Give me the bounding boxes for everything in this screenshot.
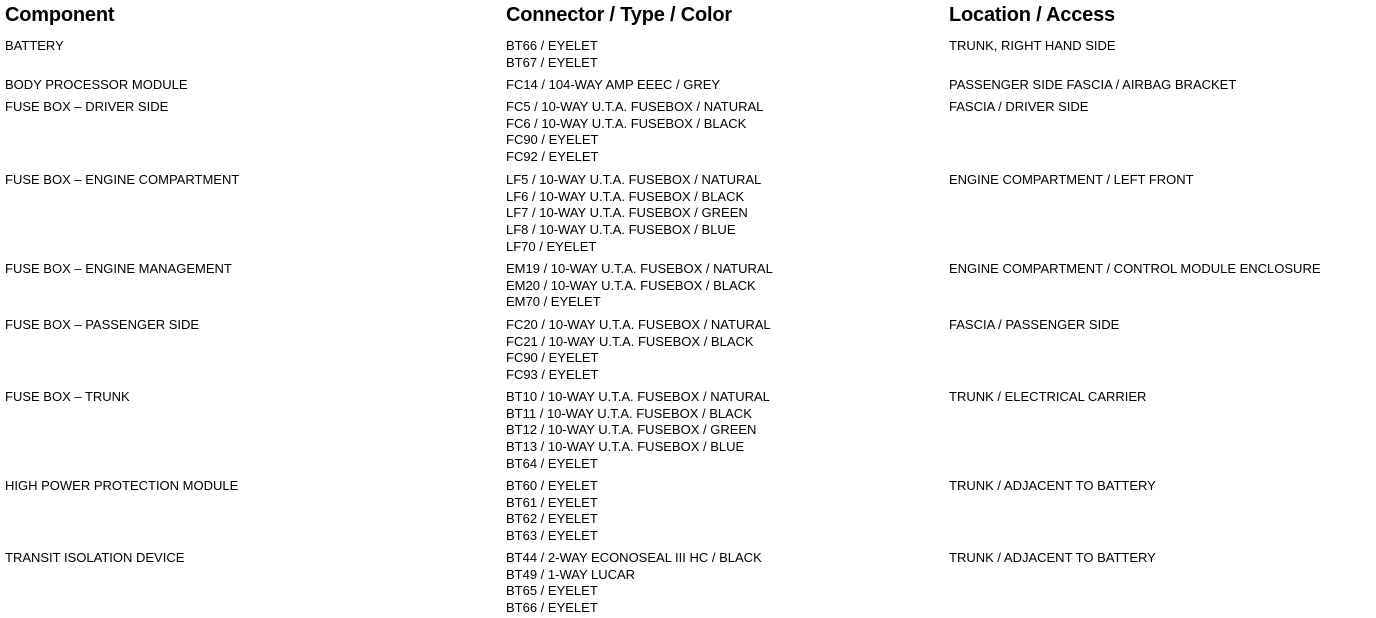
connector-cell — [506, 99, 763, 166]
connector-line: FC21 / 10-WAY U.T.A. FUSEBOX / BLACK — [506, 333, 754, 349]
connector-line: EM20 / 10-WAY U.T.A. FUSEBOX / BLACK — [506, 277, 756, 293]
connector-line: FC90 / EYELET — [506, 350, 599, 366]
location-cell: TRUNK / ELECTRICAL CARRIER — [949, 389, 1147, 404]
connector-cell — [506, 550, 762, 617]
connector-line: BT11 / 10-WAY U.T.A. FUSEBOX / BLACK — [506, 405, 752, 421]
connector-line: BT62 / EYELET — [506, 511, 598, 527]
connector-line: FC93 / EYELET — [506, 367, 599, 383]
connector-line: FC90 / EYELET — [506, 132, 599, 148]
component-cell: TRANSIT ISOLATION DEVICE — [5, 550, 185, 565]
component-cell: HIGH POWER PROTECTION MODULE — [5, 478, 239, 493]
connector-cell — [506, 317, 771, 384]
location-cell: FASCIA / PASSENGER SIDE — [949, 317, 1120, 332]
connector-cell — [506, 38, 598, 71]
location-cell: ENGINE COMPARTMENT / LEFT FRONT — [949, 172, 1194, 187]
connector-cell — [506, 77, 720, 94]
connector-line: BT44 / 2-WAY ECONOSEAL III HC / BLACK — [506, 550, 762, 565]
component-cell: FUSE BOX – ENGINE COMPARTMENT — [5, 172, 240, 187]
connector-line: BT10 / 10-WAY U.T.A. FUSEBOX / NATURAL — [506, 389, 770, 404]
connector-line: EM19 / 10-WAY U.T.A. FUSEBOX / NATURAL — [506, 261, 773, 276]
connector-line: EM70 / EYELET — [506, 294, 601, 310]
connector-line: FC14 / 104-WAY AMP EEEC / GREY — [506, 77, 721, 92]
component-cell: FUSE BOX – ENGINE MANAGEMENT — [5, 261, 232, 276]
header-location: Location / Access — [949, 4, 1115, 26]
location-cell: TRUNK, RIGHT HAND SIDE — [949, 38, 1116, 53]
component-cell: FUSE BOX – DRIVER SIDE — [5, 99, 169, 114]
connector-line: BT64 / EYELET — [506, 455, 598, 471]
location-cell: PASSENGER SIDE FASCIA / AIRBAG BRACKET — [949, 77, 1237, 92]
component-cell: FUSE BOX – PASSENGER SIDE — [5, 317, 200, 332]
connector-line: BT63 / EYELET — [506, 528, 598, 544]
connector-line: FC6 / 10-WAY U.T.A. FUSEBOX / BLACK — [506, 115, 747, 131]
connector-line: BT12 / 10-WAY U.T.A. FUSEBOX / GREEN — [506, 422, 757, 438]
connector-line: LF7 / 10-WAY U.T.A. FUSEBOX / GREEN — [506, 205, 748, 221]
connector-line: BT13 / 10-WAY U.T.A. FUSEBOX / BLUE — [506, 439, 745, 455]
component-cell: BATTERY — [5, 38, 64, 53]
connector-line: LF8 / 10-WAY U.T.A. FUSEBOX / BLUE — [506, 222, 736, 238]
connector-line: BT67 / EYELET — [506, 54, 598, 70]
connector-line: FC5 / 10-WAY U.T.A. FUSEBOX / NATURAL — [506, 99, 764, 114]
header-connector: Connector / Type / Color — [506, 4, 732, 26]
connector-line: LF5 / 10-WAY U.T.A. FUSEBOX / NATURAL — [506, 172, 762, 187]
header-component: Component — [5, 4, 115, 26]
connector-line: BT66 / EYELET — [506, 38, 598, 53]
connector-line: FC20 / 10-WAY U.T.A. FUSEBOX / NATURAL — [506, 317, 771, 332]
connector-line: BT61 / EYELET — [506, 494, 598, 510]
connector-cell — [506, 261, 773, 311]
connector-line: FC92 / EYELET — [506, 149, 599, 165]
location-cell: TRUNK / ADJACENT TO BATTERY — [949, 550, 1156, 565]
connector-line: LF70 / EYELET — [506, 238, 597, 254]
location-cell: TRUNK / ADJACENT TO BATTERY — [949, 478, 1156, 493]
connector-line: BT60 / EYELET — [506, 478, 598, 493]
connector-cell — [506, 478, 598, 545]
connector-cell — [506, 172, 761, 255]
connector-line: BT66 / EYELET — [506, 600, 598, 616]
location-cell: FASCIA / DRIVER SIDE — [949, 99, 1089, 114]
component-cell: BODY PROCESSOR MODULE — [5, 77, 188, 92]
location-cell: ENGINE COMPARTMENT / CONTROL MODULE ENCLOSURE — [949, 261, 1321, 276]
connector-cell — [506, 389, 770, 472]
connector-line: BT65 / EYELET — [506, 583, 598, 599]
connector-line: LF6 / 10-WAY U.T.A. FUSEBOX / BLACK — [506, 188, 745, 204]
component-cell: FUSE BOX – TRUNK — [5, 389, 130, 404]
connector-line: BT49 / 1-WAY LUCAR — [506, 566, 636, 582]
